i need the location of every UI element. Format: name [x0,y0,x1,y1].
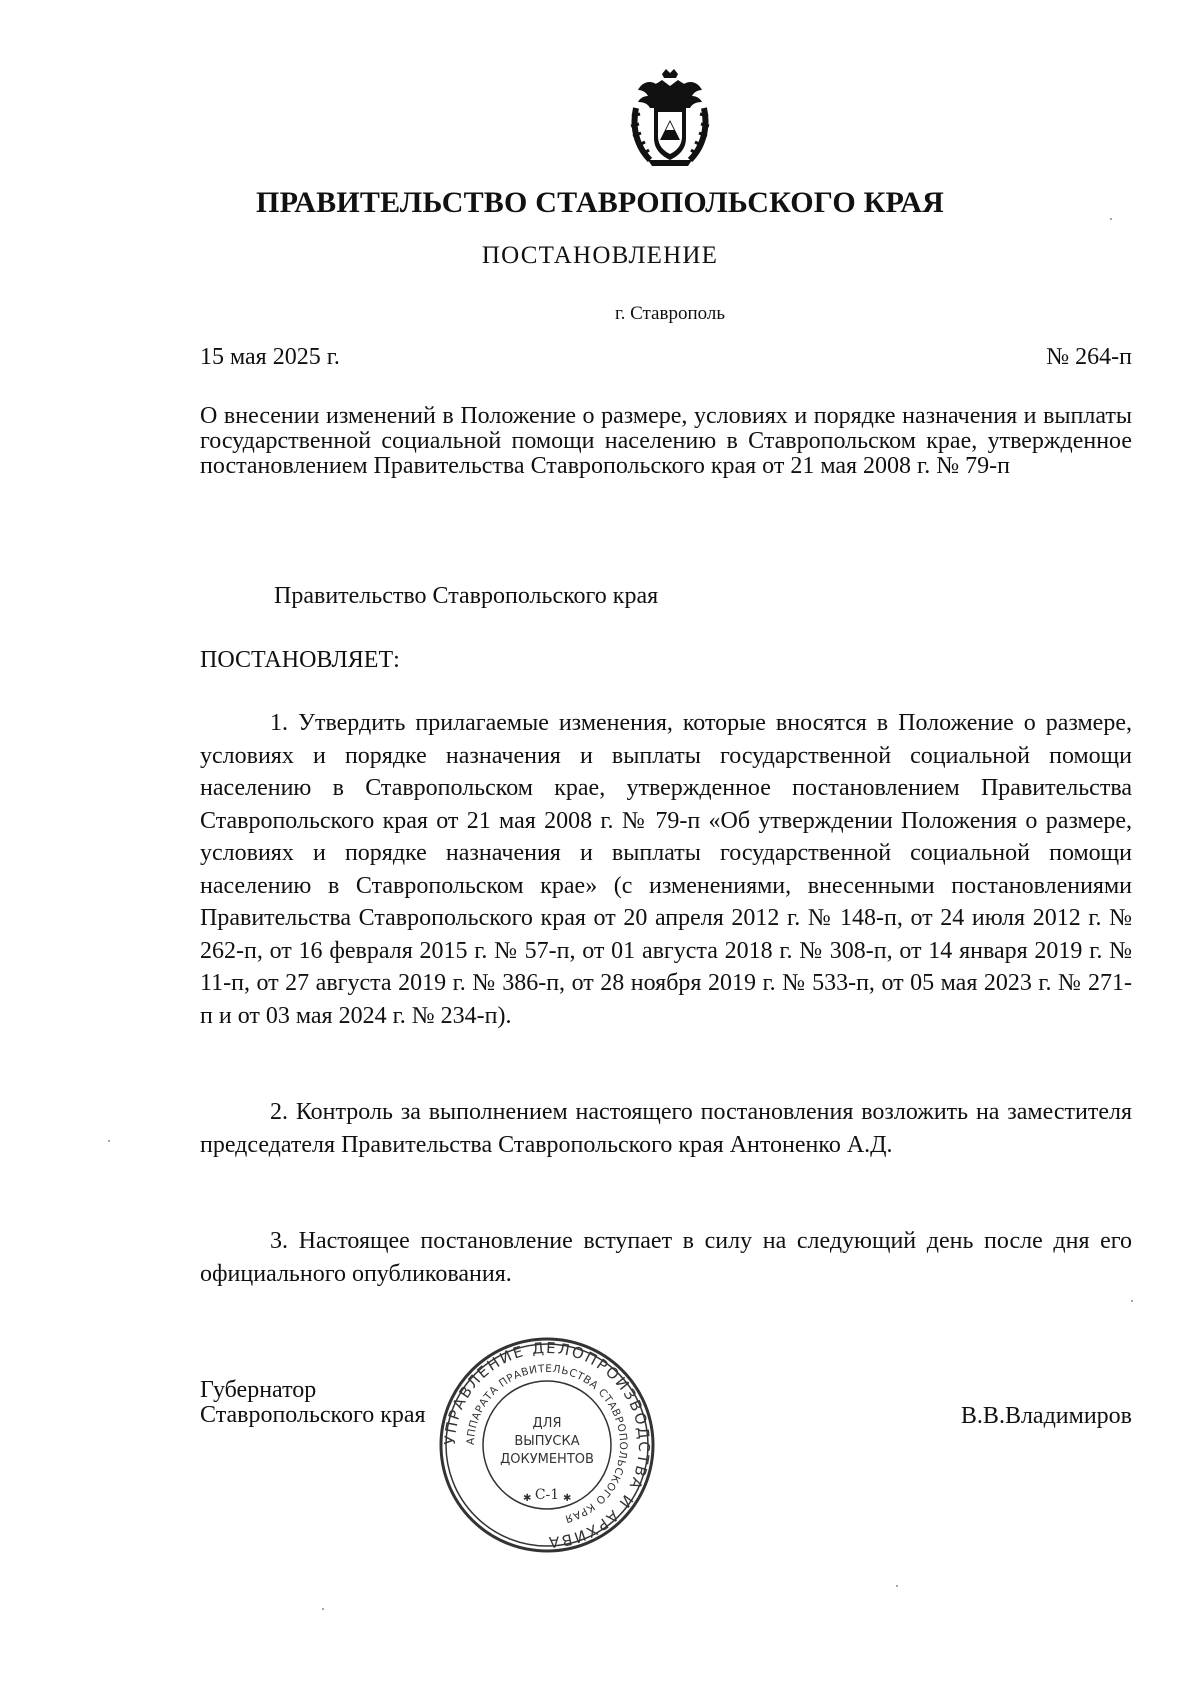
stamp-code: С-1 [534,1487,560,1503]
document-number: № 264-п [1046,344,1132,370]
paragraph-2: 2. Контроль за выполнением настоящего постановления возложить на заместителя председателя Правительства Ставропольского края Антоненко А.Д. [200,1099,1132,1158]
stamp-outer-text: УПРАВЛЕНИЕ ДЕЛОПРОИЗВОДСТВА И АРХИВА [440,1338,654,1552]
coat-of-arms-icon [628,68,712,168]
scan-artifact [1131,1300,1133,1302]
scan-artifact [1110,218,1112,220]
scan-artifact [322,1608,324,1610]
signer-title-line-1: Губернатор [200,1377,317,1403]
signer-name: В.В.Владимиров [960,1403,1132,1429]
signer-title [200,1378,426,1428]
document-date: 15 мая 2025 г. [200,344,340,370]
official-stamp [437,1335,657,1555]
document-subject: О внесении изменений в Положение о размере, условиях и порядке назначения и выплаты государственной социальной помощи населению в Ставропольском крае, утвержденное постановлением Правительства Ставропольского края от 21 мая 2008 г. № 79-п [200,403,1132,479]
preamble: Правительство Ставропольского края [274,583,659,609]
signer-title-line-2: Ставропольского края [200,1402,426,1428]
stamp-star-left-icon: ✱ [523,1493,532,1504]
stamp-center-line-3: ДОКУМЕНТОВ [500,1452,594,1467]
scan-artifact [108,1140,110,1142]
scan-artifact [896,1585,898,1587]
city: г. Ставрополь [614,303,726,324]
document-type: ПОСТАНОВЛЕНИЕ [481,242,719,269]
resolves-heading: ПОСТАНОВЛЯЕТ: [200,647,400,673]
stamp-star-right-icon: ✱ [563,1493,572,1504]
stamp-inner-text: АППАРАТА ПРАВИТЕЛЬСТВА СТАВРОПОЛЬСКОГО КРАЯ [464,1362,630,1525]
organization-title: ПРАВИТЕЛЬСТВО СТАВРОПОЛЬСКОГО КРАЯ [256,186,944,219]
paragraph-3: 3. Настоящее постановление вступает в силу на следующий день после дня его официального опубликования. [200,1228,1132,1287]
stamp-center-line-1: ДЛЯ [532,1416,562,1431]
paragraph-1: 1. Утвердить прилагаемые изменения, которые вносятся в Положение о размере, условиях и порядке назначения и выплаты государственной социальной помощи населению в Ставропольском крае, утвержденное постановлением Правительства Ставропольского края от 21 мая 2008 г. № 79-п «Об утверждении Положения о размере, условиях и порядке назначения и выплаты государственной социальной помощи населению в Ставропольском крае» (с изменениями, внесенными постановлениями Правительства Ставропольского края от 20 апреля 2012 г. № 148-п, от 24 июля 2012 г. № 262-п, от 16 февраля 2015 г. № 57-п, от 01 августа 2018 г. № 308-п, от 14 января 2019 г. № 11-п, от 27 августа 2019 г. № 386-п, от 28 ноября 2019 г. № 533-п, от 05 мая 2023 г. № 271-п и от 03 мая 2024 г. № 234-п). [200,710,1132,1029]
stamp-center-line-2: ВЫПУСКА [514,1434,580,1449]
